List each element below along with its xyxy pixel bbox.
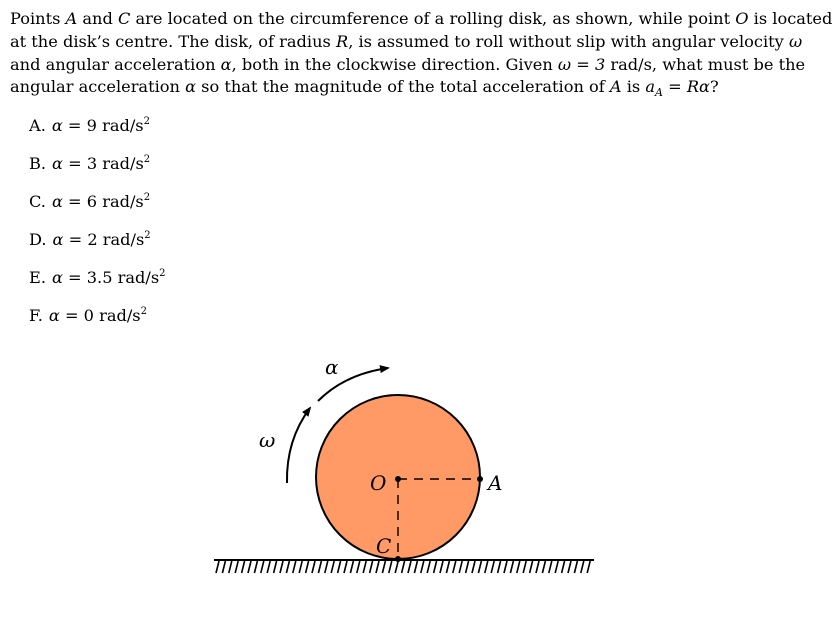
- hatch-stroke: [453, 561, 456, 573]
- hatch-stroke: [568, 561, 571, 573]
- point-a: [477, 476, 483, 482]
- hatch-stroke: [357, 561, 360, 573]
- hatch-stroke: [555, 561, 558, 573]
- hatch-stroke: [440, 561, 443, 573]
- option-c[interactable]: C. α = 6 rad/$s^2$: [29, 192, 151, 211]
- hatch-stroke: [325, 561, 328, 573]
- point-c: [395, 556, 401, 562]
- hatch-stroke: [216, 561, 219, 573]
- label-o: O: [370, 471, 387, 495]
- option-d[interactable]: D. α = 2 rad/$s^2$: [29, 230, 151, 249]
- hatch-stroke: [549, 561, 552, 573]
- hatch-stroke: [587, 561, 590, 573]
- hatch-stroke: [542, 561, 545, 573]
- hatch-stroke: [293, 561, 296, 573]
- hatch-stroke: [331, 561, 334, 573]
- hatch-stroke: [485, 561, 488, 573]
- hatch-stroke: [229, 561, 232, 573]
- point-o: [395, 476, 401, 482]
- hatch-stroke: [491, 561, 494, 573]
- hatch-stroke: [274, 561, 277, 573]
- hatch-stroke: [523, 561, 526, 573]
- question-line-3: and angular acceleration α, both in the clockwise direction. Given ω = 3 rad/s, what must be the: [10, 54, 806, 74]
- hatch-stroke: [312, 561, 315, 573]
- question-line-2: at the disk’s centre. The disk, of radius R, is assumed to roll without slip with angular velocity ω: [10, 31, 803, 51]
- hatch-stroke: [370, 561, 373, 573]
- hatch-stroke: [498, 561, 501, 573]
- hatch-stroke: [267, 561, 270, 573]
- question-line-1: Points A and C are located on the circumference of a rolling disk, as shown, while point O is located: [10, 9, 832, 28]
- label-a: A: [488, 471, 503, 495]
- hatch-stroke: [510, 561, 513, 573]
- hatch-stroke: [280, 561, 283, 573]
- hatch-stroke: [222, 561, 225, 573]
- hatch-stroke: [254, 561, 257, 573]
- hatch-stroke: [408, 561, 411, 573]
- option-f[interactable]: F. α = 0 rad/$s^2$: [29, 306, 147, 325]
- hatch-stroke: [363, 561, 366, 573]
- hatch-stroke: [235, 561, 238, 573]
- question-line-4: angular acceleration α so that the magnitude of the total acceleration of A is $a_A = R\alpha$?: [10, 77, 719, 100]
- hatch-stroke: [504, 561, 507, 573]
- label-alpha: α: [325, 355, 339, 379]
- hatch-stroke: [434, 561, 437, 573]
- ground-hatching: [216, 561, 590, 573]
- hatch-stroke: [299, 561, 302, 573]
- label-c: C: [376, 534, 392, 558]
- hatch-stroke: [338, 561, 341, 573]
- hatch-stroke: [389, 561, 392, 573]
- hatch-stroke: [395, 561, 398, 573]
- hatch-stroke: [574, 561, 577, 573]
- option-b[interactable]: B. α = 3 rad/$s^2$: [29, 154, 151, 173]
- hatch-stroke: [414, 561, 417, 573]
- hatch-stroke: [517, 561, 520, 573]
- hatch-stroke: [306, 561, 309, 573]
- hatch-stroke: [318, 561, 321, 573]
- option-e[interactable]: E. α = 3.5 rad/$s^2$: [29, 268, 166, 287]
- hatch-stroke: [376, 561, 379, 573]
- hatch-stroke: [530, 561, 533, 573]
- hatch-stroke: [427, 561, 430, 573]
- hatch-stroke: [402, 561, 405, 573]
- hatch-stroke: [421, 561, 424, 573]
- hatch-stroke: [242, 561, 245, 573]
- hatch-stroke: [478, 561, 481, 573]
- hatch-stroke: [536, 561, 539, 573]
- hatch-stroke: [286, 561, 289, 573]
- hatch-stroke: [562, 561, 565, 573]
- hatch-stroke: [581, 561, 584, 573]
- hatch-stroke: [459, 561, 462, 573]
- hatch-stroke: [472, 561, 475, 573]
- hatch-stroke: [261, 561, 264, 573]
- hatch-stroke: [382, 561, 385, 573]
- hatch-stroke: [446, 561, 449, 573]
- hatch-stroke: [466, 561, 469, 573]
- label-omega: ω: [259, 428, 276, 452]
- hatch-stroke: [248, 561, 251, 573]
- option-a[interactable]: A. α = 9 rad/$s^2$: [29, 116, 150, 135]
- hatch-stroke: [350, 561, 353, 573]
- hatch-stroke: [344, 561, 347, 573]
- omega-arrow: [287, 408, 310, 483]
